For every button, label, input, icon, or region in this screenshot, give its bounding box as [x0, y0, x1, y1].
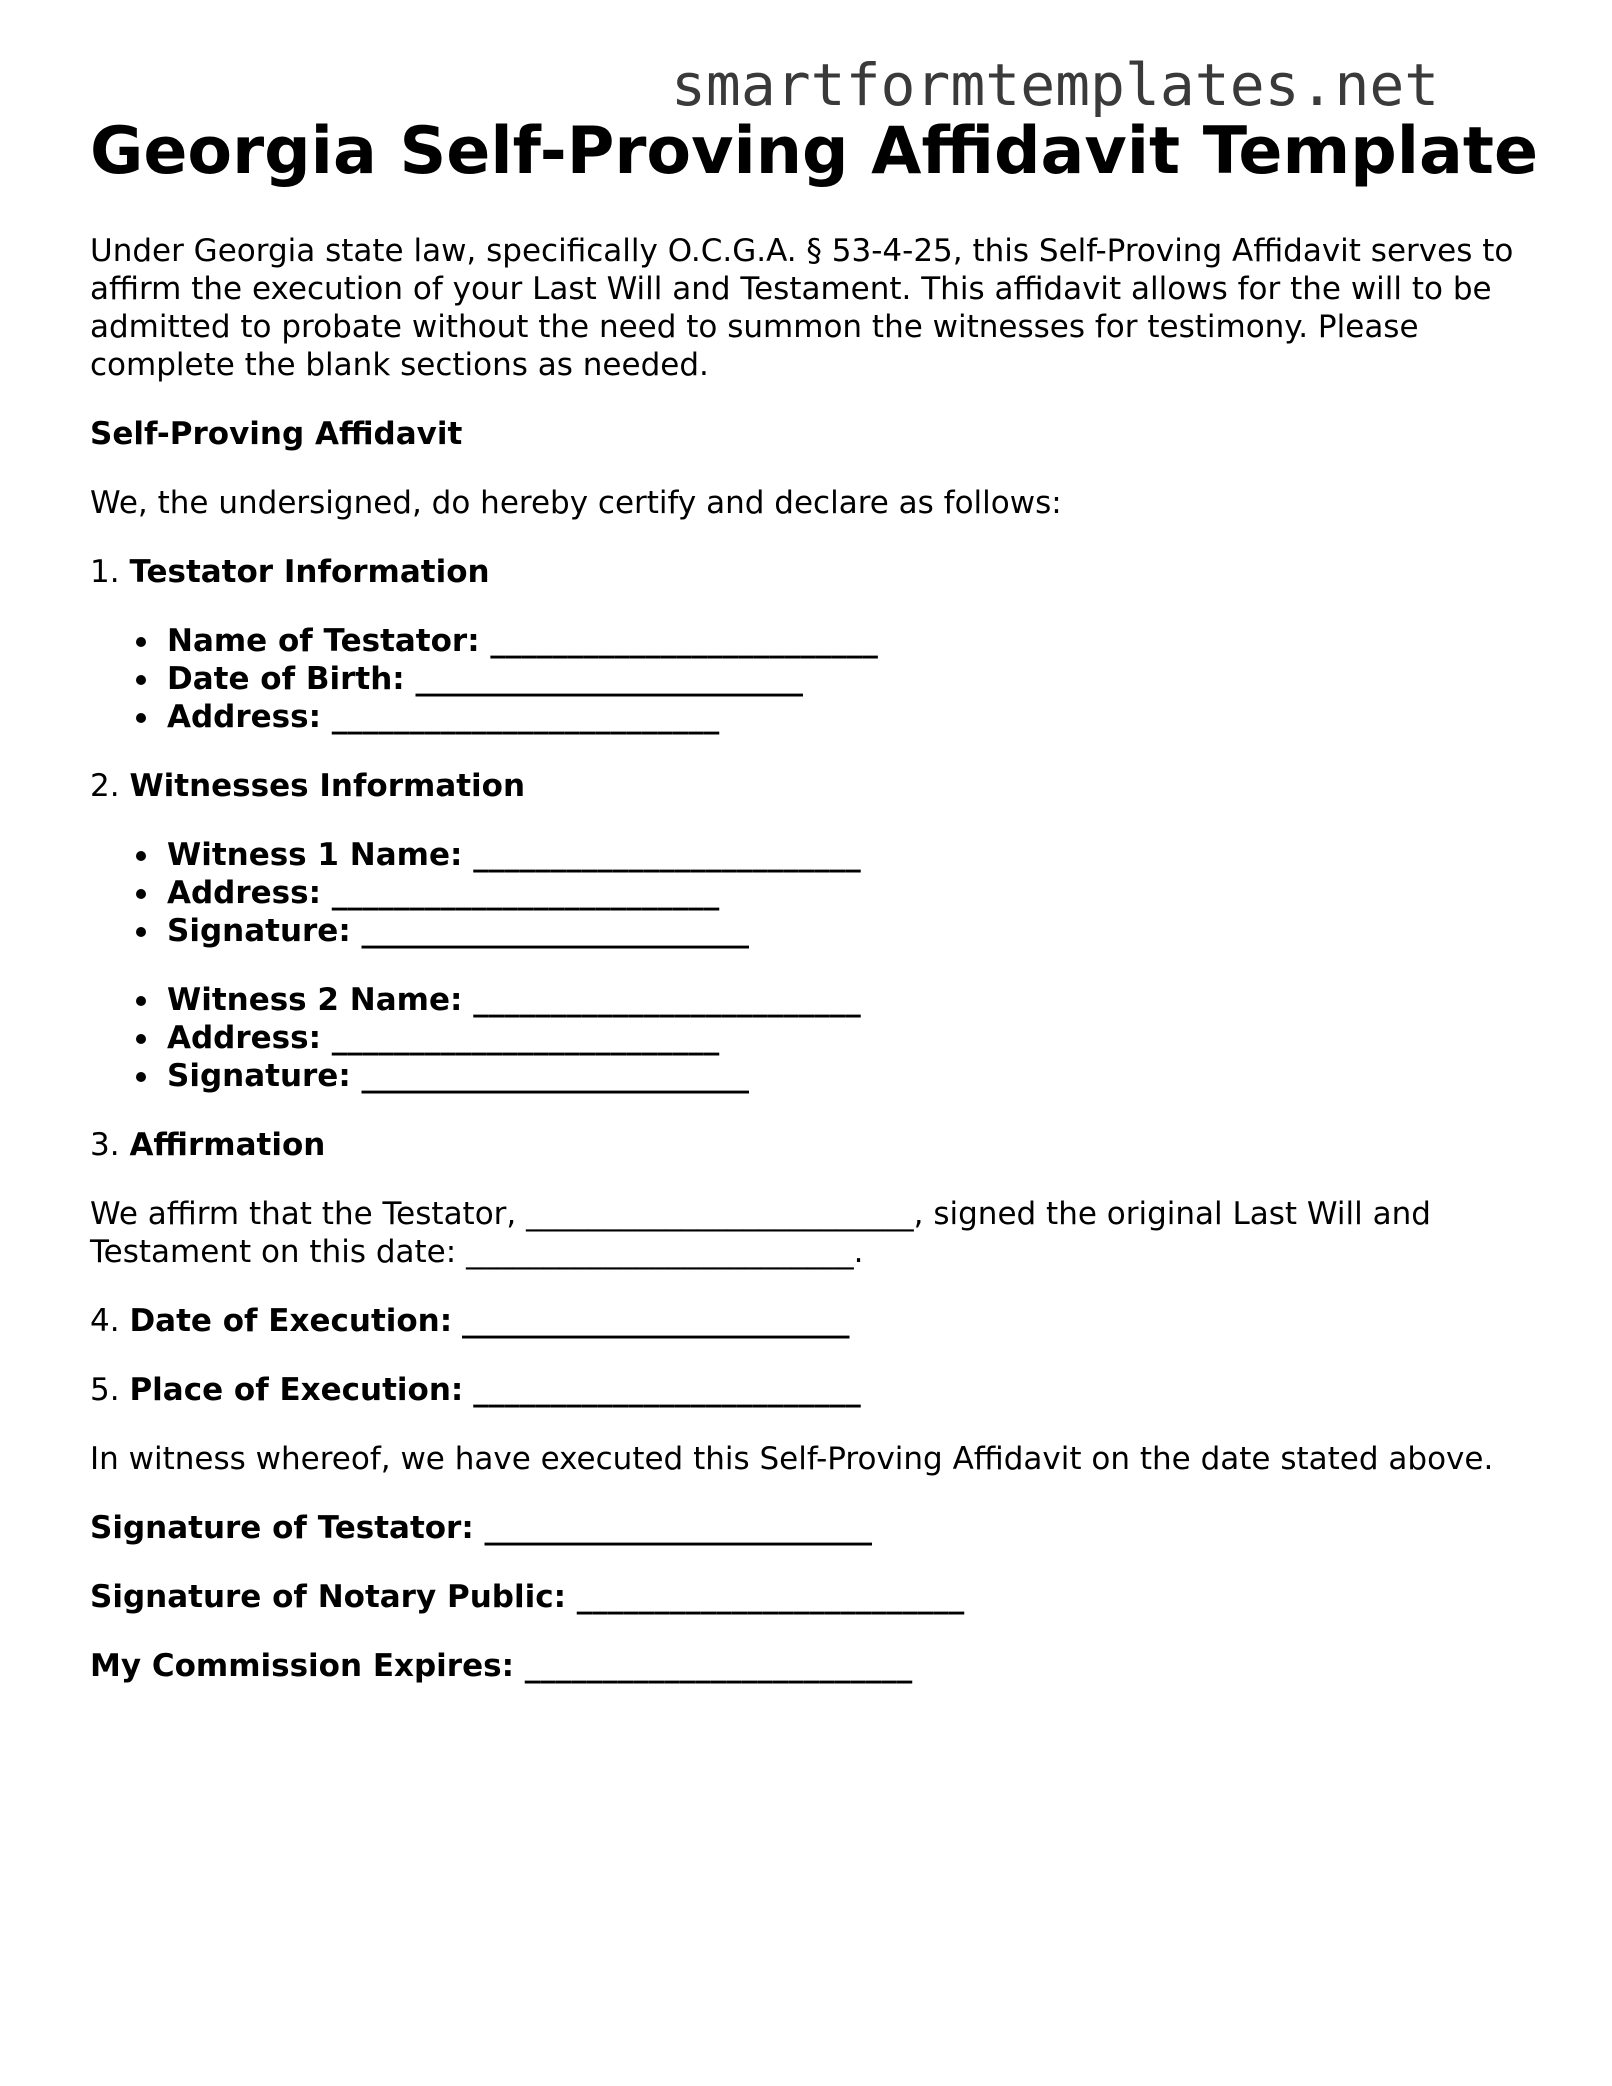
section-number: 5. [90, 1372, 120, 1408]
section-witnesses-heading [90, 767, 1530, 805]
blank-line[interactable]: _________________________ [576, 1579, 965, 1615]
place-of-execution-field[interactable]: 5. Place of Execution: _________________________ [90, 1372, 861, 1408]
intro-paragraph: Under Georgia state law, specifically O.C.G.A. § 53-4-25, this Self-Proving Affidavit serves to affirm the execution of your Last Will and Testament. This affidavit allows for the will to be admitted to probate without the need to summon the witnesses for testimony. Please complete the blank sections as needed. [90, 233, 1514, 383]
affirmation-date-blank[interactable]: _________________________ [466, 1234, 854, 1270]
testator-name-field[interactable]: Name of Testator: _________________________ [167, 622, 1530, 660]
witness2-fields [90, 981, 1530, 1095]
testator-dob-field[interactable]: Date of Birth: _________________________ [167, 660, 1530, 698]
blank-line[interactable]: _________________________ [331, 1020, 720, 1056]
affirmation-testator-blank[interactable]: _________________________ [526, 1196, 914, 1232]
witness1-name-field[interactable]: Witness 1 Name: _________________________ [167, 836, 1530, 874]
declaration-text: We, the undersigned, do hereby certify and declare as follows: [90, 485, 1062, 521]
blank-line[interactable]: _________________________ [473, 982, 861, 1018]
blank-line[interactable]: _________________________ [361, 1058, 750, 1094]
blank-line[interactable]: _________________________ [361, 913, 750, 949]
affidavit-heading: Self-Proving Affidavit [90, 416, 463, 452]
blank-line[interactable]: _________________________ [484, 1510, 873, 1546]
closing-text: In witness whereof, we have executed this Self-Proving Affidavit on the date stated above. [90, 1441, 1494, 1477]
section-affirmation-heading [90, 1126, 1530, 1164]
affirmation-text: We affirm that the Testator, _________________________, signed the original Last Will and Testament on this date: _________________________. [90, 1196, 1431, 1270]
blank-line[interactable]: _________________________ [473, 837, 861, 873]
section-number: 3. [90, 1127, 120, 1163]
blank-line[interactable]: _________________________ [462, 1303, 850, 1339]
document-page [90, 112, 1539, 1685]
testator-fields [90, 622, 1530, 736]
testator-address-field[interactable]: Address: _________________________ [167, 698, 1530, 736]
blank-line[interactable]: _________________________ [415, 661, 803, 697]
section-title: Witnesses Information [129, 768, 526, 804]
section-title: Affirmation [129, 1127, 326, 1163]
section-testator-heading [90, 553, 1530, 591]
section-number: 4. [90, 1303, 120, 1339]
witness2-address-field[interactable]: Address: _________________________ [167, 1019, 1530, 1057]
testator-signature-field[interactable]: Signature of Testator: _________________________ [90, 1510, 873, 1546]
section-number: 1. [90, 554, 120, 590]
blank-line[interactable]: _________________________ [490, 623, 878, 659]
blank-line[interactable]: _________________________ [331, 699, 720, 735]
section-title: Testator Information [129, 554, 490, 590]
section-number: 2. [90, 768, 120, 804]
date-of-execution-field[interactable]: 4. Date of Execution: _________________________ [90, 1303, 850, 1339]
page-title: Georgia Self-Proving Affidavit Template [90, 114, 1539, 189]
witness1-signature-field[interactable]: Signature: _________________________ [167, 912, 1530, 950]
commission-expires-field[interactable]: My Commission Expires: _________________________ [90, 1648, 913, 1684]
blank-line[interactable]: _________________________ [331, 875, 720, 911]
watermark: smartformtemplates.net [671, 51, 1440, 119]
notary-signature-field[interactable]: Signature of Notary Public: _________________________ [90, 1579, 965, 1615]
witness1-fields [90, 836, 1530, 950]
blank-line[interactable]: _________________________ [524, 1648, 913, 1684]
witness2-signature-field[interactable]: Signature: _________________________ [167, 1057, 1530, 1095]
witness2-name-field[interactable]: Witness 2 Name: _________________________ [167, 981, 1530, 1019]
blank-line[interactable]: _________________________ [473, 1372, 861, 1408]
witness1-address-field[interactable]: Address: _________________________ [167, 874, 1530, 912]
